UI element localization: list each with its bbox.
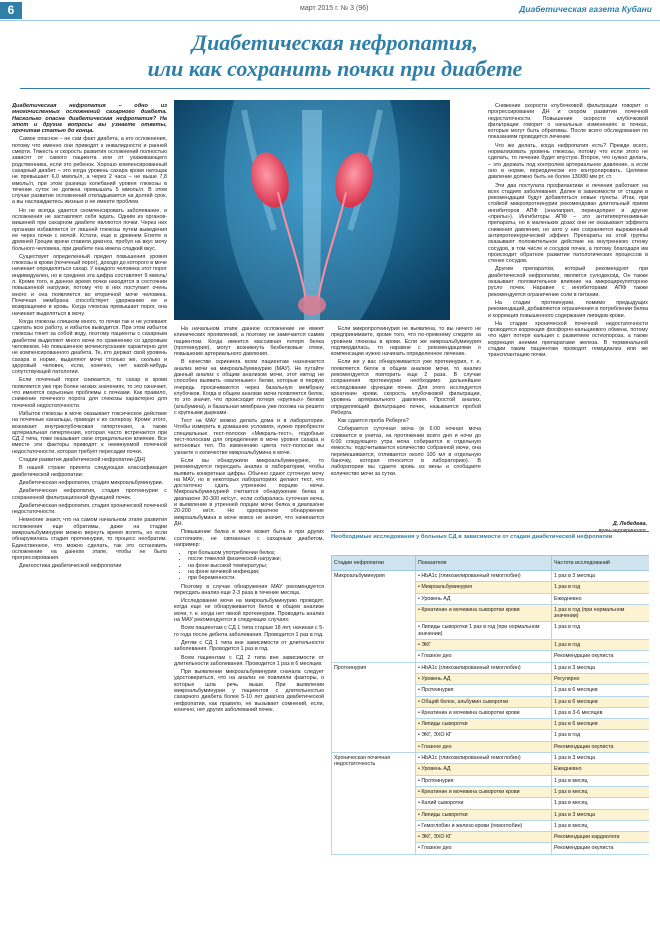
paragraph: На начальном этапе данное осложнение не имеет клинических проявлений, а поэтому не замечается самим пациентом. Когда имеется массивная потеря белка (протеинурия), могут возникнуть безбелковые отеки, повышение артериального давления. [174, 326, 324, 358]
paragraph: Исследование мочи на микроальбуминурию проводят, когда еще не обнаруживается белок в общем анализе мочи, т. е. когда нет явной протеинурии. Проводить анализ на МАУ рекомендуется в следующих случаях: [174, 598, 324, 624]
frequency-cell: Ежедневно [552, 764, 650, 775]
frequency-cell: 1 раз в месяц [552, 786, 650, 797]
paragraph: Если микропротеинурия не выявлена, то вы ничего не предпринимаете, кроме того, что по-прежнему следите за уровнем глюкозы в крови. Если же микроальбуминурия подтвердилась, то наравне с рекомендациями о компенсации нужно начинать определенное лечение. [331, 326, 481, 358]
frequency-cell: Регулярно [552, 673, 650, 684]
paragraph: Стадии развития диабетической нефропатии (ДН) [19, 457, 146, 464]
indicator-cell: • Уровень АД [416, 764, 552, 775]
frequency-cell: 1 раз в год [552, 640, 650, 651]
frequency-cell: 1 раз в 6 месяцев [552, 696, 650, 707]
indicator-cell: • Протеинурия [416, 685, 552, 696]
indicator-cell: • Микроальбуминурия [416, 582, 552, 593]
frequency-cell: 1 раз в год [552, 622, 650, 640]
list-item: • при большом употреблении белка; [188, 550, 324, 556]
paragraph: При выявлении микроальбуминурии сначала следует удостовериться, что на анализ не повлияли факторы, о которых шла речь выше. При выявлении микроальбуминурии у пациентов с длительностью сахарного диабета более 5-10 лет диагноз диабетической нефропатии, как правило, не вызывает сомнений, если, конечно, нет других заболеваний почек. [174, 669, 324, 713]
table-row [332, 753, 650, 764]
table-row [332, 662, 650, 673]
headline-line-1: Диабетическая нефропатия, [192, 30, 478, 55]
article-lead: Диабетическая нефропатия – одно из многочисленных осложнений сахарного диабета. Насколько опасна диабетическая нефропатия? На этот и другие вопросы вы узнаете ответы, прочитав статью до конца. [12, 103, 167, 135]
indicator-cell: • Глазное дно [416, 843, 552, 854]
stage-cell: Хроническая почечная недостаточность [332, 753, 416, 855]
paragraph: Когда глюкозы слишком много, то почки так и не успевают сделать всю работу, и избыток выводится. При этом избыток глюкозы тянет за собой воду, поэтому пациенты с сахарным диабетом выделяют много мочи по сравнению со здоровым человеком. Но повышенное мочеиспускание характерно для не компенсированного диабета. Те, кто держат свой уровень сахара в норме, выделяют мочи столько же, сколько и здоровый человек, если, конечно, нет какой-нибудь сопутствующей патологии. [12, 318, 167, 376]
article-headline [20, 30, 650, 89]
indicator-cell: • Гемоглобин и железо крови (гемоглобин) [416, 820, 552, 831]
paragraph: Самое опасное – не сам факт диабета, а его осложнения, потому что именно они приводят к инвалидности и ранней смерти. Тяжесть и скорость развития осложнений полностью зависят от самого пациента или от ухаживающего родственника, если это ребенок. Хорошо компенсированный сахарный диабет – это когда уровень сахара крови натощак не превышает 6,0 ммоль/л, а через 2 часа – не выше 7,8 ммоль/л, при этом разница колебаний уровня глюкозы в течение суток не должна превышать 5 ммоль/л. В этом случае развитие осложнений откладывается на долгий срок, а вы наслаждаетесь жизнью и не имеете проблем. [12, 136, 167, 206]
frequency-cell: 1 раз в месяц [552, 798, 650, 809]
stage-cell: Протеинурия [332, 662, 416, 752]
bullet-list [174, 550, 324, 581]
indicator-cell: • ЭКГ, ЭХО КГ [416, 730, 552, 741]
frequency-cell: 1 раз в 3-6 месяцев [552, 707, 650, 718]
paragraph: Но не всегда удается скомпенсировать заболевание, и осложнения не заставляют себя ждать. Одним из органов-мишеней при сахарном диабете являются почки. Через них организм избавляется от лишней глюкозы путем выведения ее через почки с мочой. Кстати, еще в древнем Египте и древней Греции врачи ставили диагноз, пробуя на вкус мочу больного человека, при диабете она имела сладкий вкус. [12, 207, 167, 252]
text-column-1 [12, 103, 167, 931]
indicator-cell: • HbA1c (гликозилированный гемоглобин) [416, 753, 552, 764]
table-header-frequency: Частота исследований [552, 556, 650, 571]
frequency-cell: 1 раз в 3 месяца [552, 662, 650, 673]
frequency-cell: Рекомендации окулиста [552, 651, 650, 662]
paragraph: Если вы обнаружили микроальбуминурию, то рекомендуется пересдать анализ в лаборатории, чтобы выявить конкретные цифры. Обычно сдают суточную мочу на МАУ, но в некоторых лабораториях делают тест, что достаточно сдать утреннюю порцию мочи. Микроальбуминурией считается обнаружение белка в диапазоне 30-300 мг/сут., если собиралась суточная моча, и выявление в утренней порции мочи белка в диапазоне 20-200 мг/л. Но однократное обнаружение микроальбумина в моче вовсе не значит, что начинается ДН. [174, 457, 324, 527]
text-column-4 [488, 103, 648, 518]
frequency-cell: 1 раз в год [552, 582, 650, 593]
author-role: врач-эндокринолог. [598, 527, 647, 534]
paragraph: Что же делать, когда нефропатия есть? Прежде всего, нормализовать уровень глюкозы, потому что если этого не сделать, то лечение будет впустую. Второе, что нужно делать, – это держать под контролем артериальное давление, а если оно в норме, периодически его контролировать. Целевое давление должно быть не более 130/80 мм рт. ст. [488, 142, 648, 181]
frequency-cell: 1 раз в 3 месяца [552, 809, 650, 820]
indicator-cell: • Общий белок, альбумин сыворотки [416, 696, 552, 707]
frequency-cell: 1 раз в год [552, 730, 650, 741]
frequency-cell: 1 раз в 6 месяцев [552, 719, 650, 730]
paragraph: Диагностика диабетической нефропатии [19, 563, 122, 570]
paragraph: Диабетическая нефропатия, стадия микроальбуминурии. [19, 479, 164, 486]
paragraph: Поэтому в случае обнаружения МАУ рекомендуется пересдать анализ еще 2-3 раза в течение месяца. [174, 583, 324, 596]
table-title: Необходимые исследования у больных СД в зависимости от стадии диабетической нефропатии [331, 531, 649, 555]
indicator-cell: • Липиды сыворотки 1 раз в год (при нормальном значении) [416, 622, 552, 640]
indicator-cell: • ЭКГ, ЭХО КГ [416, 832, 552, 843]
paragraph: На стадии протеинурии, помимо предыдущих рекомендаций, добавляются ограничения в потреблении белка и коррекция повышенного содержания липидов крови. [488, 299, 648, 319]
list-item: • на фоне мочевой инфекции; [188, 569, 324, 575]
paragraph: Существует определенный предел повышения уровня глюкозы в крови (почечный порог), доходя до которого в моче начинает определяться сахар. У каждого человека этот порог индивидуален, но в среднем эта цифра составляет 9 ммоль/л. Кроме того, в данное время почки находятся в состоянии повышенной нагрузки, потому что в них поступает очень много и она появляется во вторичной моче человека. Почечная мембрана способствует удержанию ее и возвращению в кровь. Когда глюкоза превышает порог, она начинает выделяться в мочу. [12, 253, 167, 317]
paragraph: Повышение белка в моче может быть и при других состояниях, не связанных с сахарным диабетом, например: [174, 529, 324, 548]
indicator-cell: • HbA1c (гликозилированный гемоглобин) [416, 571, 552, 582]
list-item: • при беременности. [188, 575, 324, 581]
page-number: 6 [0, 2, 22, 19]
research-table-block [331, 531, 649, 931]
indicator-cell: • Креатинин и мочевина сыворотки крови [416, 604, 552, 622]
frequency-cell: 1 раз в 3 месяца [552, 753, 650, 764]
issue-date: март 2015 г. № 3 (96) [300, 5, 369, 12]
indicator-cell: • Глазное дно [416, 741, 552, 752]
indicator-cell: • Креатинин и мочевина сыворотки крови [416, 707, 552, 718]
indicator-cell: • Уровень АД [416, 673, 552, 684]
frequency-cell: Рекомендации окулиста [552, 843, 650, 854]
paragraph: На стадии хронической почечной недостаточности проводится коррекция фосфорно-кальциевого обмена, потому что идет потеря кальция с развитием остеопороза, а также коррекция анемии препаратами железа. В терминальной стадии таким пациентам проводят гемодиализ или же трансплантацию почки. [488, 320, 648, 359]
kidneys-illustration [174, 100, 450, 320]
frequency-cell: Рекомендации окулиста [552, 741, 650, 752]
paragraph: Если же у вас обнаруживается уже протеинурия, т. е. появляется белок в общем анализе мочи, то анализ рекомендуется повторить еще 2 раза. В случае сохранения протеинурии необходимо дальнейшее исследование функции почек. Для этого исследуется креатинин крови, скорость клубочковой фильтрации, уровень артериального давления. Простой анализ, определяющий фильтрацию почек, называется пробой Реберга. [331, 359, 481, 416]
stage-cell: Микроальбуминурия [332, 571, 416, 663]
paragraph: Если почечный порог снижается, то сахар в крови появляется уже при более низких значениях, то это означает, что имеются серьезные проблемы с почками. Как правило, снижение почечного порога для глюкозы характерно для почечной недостаточности. [12, 377, 167, 409]
frequency-cell: 1 раз в месяц [552, 775, 650, 786]
paragraph: Детям с СД 1 типа вне зависимости от длительности заболевания. Проводится 1 раз в год. [174, 639, 324, 653]
indicator-cell: • Калий сыворотки [416, 798, 552, 809]
paragraph: Снижение скорости клубочковой фильтрации говорит о прогрессировании ДН и скором развитии почечной недостаточности. Повышение скорости клубочковой фильтрации говорит о начальных изменениях в почках, которые могут быть обратимы. После всего обследования по показаниям проводится лечение. [488, 103, 648, 141]
frequency-cell: 1 раз в 6 месяцев [552, 685, 650, 696]
paragraph: Другим препаратом, который рекомендуют при диабетической нефропатии, является сулодексид. Он также оказывает положительное влияние на микроциркуляторное русло почек. Наравне с ингибиторами АПФ также рекомендуется ограничение соли в питании. [488, 266, 648, 298]
paragraph: Всем пациентам с СД 2 типа вне зависимости от длительности заболевания. Проводится 1 раз в 6 месяцев. [174, 654, 324, 667]
frequency-cell: 1 раз в 3 месяца [552, 571, 650, 582]
paragraph: Тест на МАУ можно делать дома и в лаборатории. Чтобы измерить в домашних условиях, нужно приобрести специальные тест-полоски «Микраль-тест», подобные тест-полоскам для определения в моче уровня сахара и кетоновых тел. По изменению цвета тест-полоски вы узнаете о количестве микроальбумина в моче. [174, 418, 324, 456]
paragraph: Диабетическая нефропатия, стадия протеинурии с сохраненной фильтрационной функцией почек. [12, 488, 167, 501]
paragraph: Немногие знают, что на самом начальном этапе развития осложнения еще обратимы, даже на стадии микроальбуминурии можно вернуть время вспять, но если обнаружилась стадия протеинурии, то процесс необратим. Единственное, что можно сделать, так это остановить осложнение на данном этапе, чтобы не было прогрессирования. [12, 517, 167, 562]
table-header-stage: Стадии нефропатии [332, 556, 416, 571]
text-column-3 [331, 326, 481, 526]
paragraph: Как сдается проба Реберга? [338, 418, 409, 425]
list-item: • после тяжелой физической нагрузки; [188, 556, 324, 562]
research-table [331, 555, 649, 855]
indicator-cell: • Липиды сыворотки [416, 719, 552, 730]
frequency-cell: Рекомендации кардиолога [552, 832, 650, 843]
table-header-indicators: Показатели [416, 556, 552, 571]
paragraph: Собирается суточная моча (в 6:00 ночная моча сливается в унитаз, на протяжении всего дня и ночи до 6:00 следующего утра моча собирается в отдельную емкость; подсчитывается количество собранной мочи, она перемешивается, отливается около 100 мл в отдельную баночку, которая относится в лабораторию). В лаборатории вы сдаете кровь из вены и сообщаете количество мочи за сутки. [331, 426, 481, 477]
indicator-cell: • Глазное дно [416, 651, 552, 662]
text-column-2 [174, 326, 324, 931]
kidneys-image [174, 100, 450, 320]
frequency-cell: Ежедневно [552, 593, 650, 604]
paragraph: В качестве скрининга всем пациентам назначается анализ мочи на микроальбуминурию (МАУ). Не путайте данный анализ с общим анализом мочи, этот метод не способен выявить «маленькие» белки, которые в первую очередь просачиваются через базальную мембрану клубочков. Когда в общем анализе мочи появляется белок, то это значит, что происходит потеря «крупных» белков (альбумина), и базальная мембрана уже похожа на решето с крупными дырками. [174, 359, 324, 416]
list-item: • на фоне высокой температуры; [188, 563, 324, 569]
indicator-cell: • Протеинурия [416, 775, 552, 786]
table-row [332, 571, 650, 582]
paragraph: Диабетическая нефропатия, стадия хронической почечной недостаточности. [12, 502, 167, 516]
frequency-cell: 1 раз в год (при нормальном значении) [552, 604, 650, 622]
indicator-cell: • Креатинин и мочевина сыворотки крови [416, 786, 552, 797]
paragraph: Избыток глюкозы в моче оказывает токсическое действие на почечные канальцы, приводя к их склерозу. Кроме этого, возникает внутриклубочковая гипертензия, а также артериальная гипертензия, которая часто встречается при СД 2 типа, тоже оказывает свое отрицательное влияние. Все вместе эти факторы приводят к неминуемой почечной недостаточности, которая требует пересадки почки. [12, 410, 167, 455]
author-name: Д. Лебедева, [612, 521, 647, 527]
indicator-cell: • Липиды сыворотки [416, 809, 552, 820]
paragraph: Всем пациентам с СД 1 типа старше 18 лет, начиная с 5-го года после дебюта заболевания. Проводится 1 раз в год. [174, 625, 324, 638]
indicator-cell: • HbA1c (гликозилированный гемоглобин) [416, 662, 552, 673]
frequency-cell: 1 раз в месяц [552, 820, 650, 831]
paragraph: Эти два постулата профилактики и лечения работают на всех стадиях заболевания. Далее в зависимости от стадии в рекомендации будут добавляться новые пункты. Итак, при стойкой микропротеинурии рекомендован длительный прием ингибиторов АПФ (эналаприл, периндоприл и другие «прилы»). Ингибиторы АПФ – это антигипертензивные препараты, но в маленьких дозах они не оказывают эффекта снижения давления, но зато у них сохраняется выраженный антипротеинурический эффект. Препараты из этой группы оказывают положительное действие на внутреннюю стенку сосудов, в том числе и сосудов почек, а потому благодаря им происходит обратное развитие патологических процессов в стенке сосудов. [488, 182, 648, 265]
newspaper-name: Диабетическая газета Кубани [519, 4, 652, 14]
paragraph: В нашей стране принята следующая классификация диабетической нефропатии: [12, 465, 167, 478]
indicator-cell: • Уровень АД [416, 593, 552, 604]
headline-line-2: или как сохранить почки при диабете [147, 56, 523, 81]
indicator-cell: • ЭКГ [416, 640, 552, 651]
top-bar [0, 0, 660, 21]
